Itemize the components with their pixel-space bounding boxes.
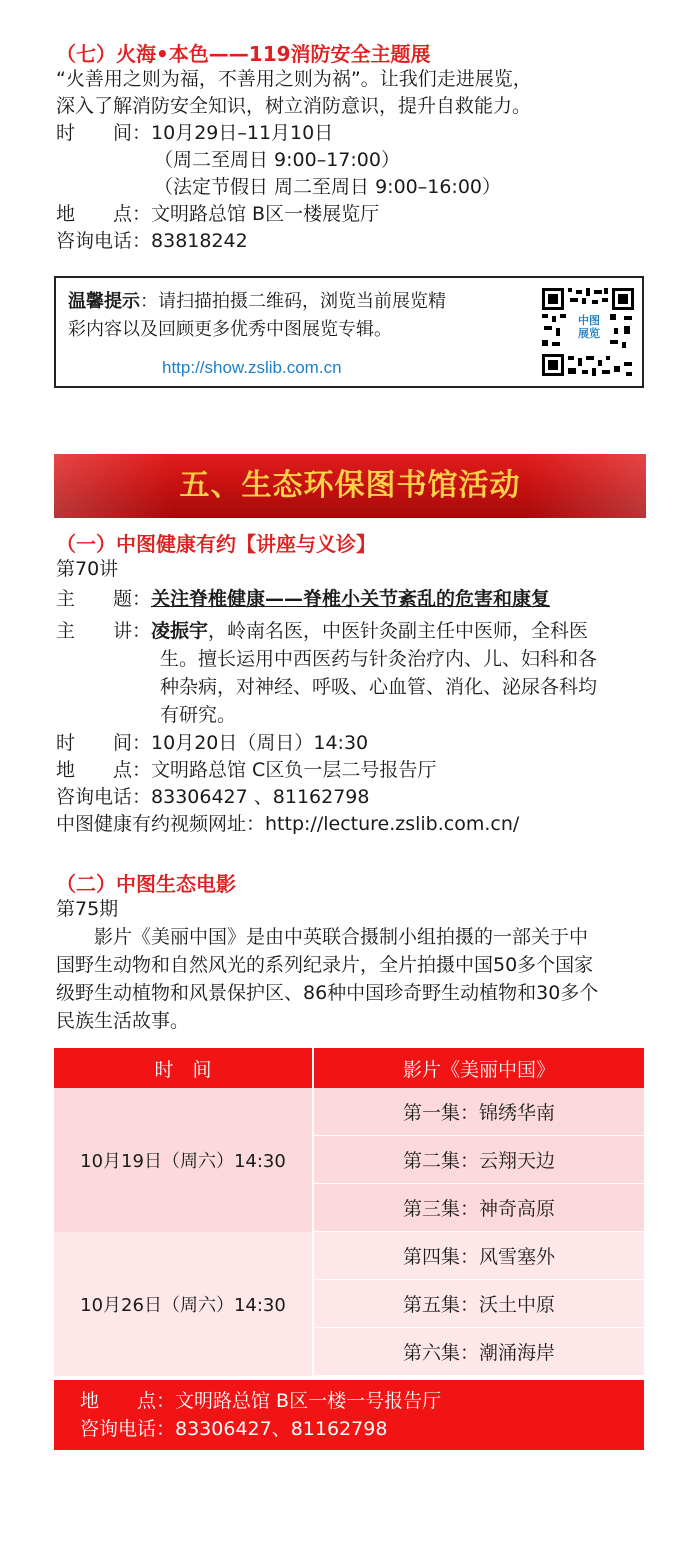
health-phone-value: 83306427 、81162798: [151, 786, 370, 808]
health-issue: 第70讲: [56, 558, 119, 580]
exhibit-time-row: [56, 120, 333, 147]
speaker-name: 凌振宇: [151, 620, 209, 642]
topic-label: 主 题：: [56, 588, 152, 610]
film-title: （二）中图生态电影: [56, 872, 236, 896]
health-title: （一）中图健康有约【讲座与义诊】: [56, 532, 376, 556]
group-time: 10月19日（周六）14:30: [80, 1151, 286, 1172]
table-row-episode: 第一集：锦绣华南: [314, 1088, 644, 1136]
health-phone-row: [56, 784, 369, 811]
health-speaker-row: [56, 618, 588, 645]
section-banner: [54, 454, 646, 518]
speaker-desc2: 生。擅长运用中西医药与针灸治疗内、儿、妇科和各: [160, 648, 598, 670]
health-time-value: 10月20日（周日）14:30: [151, 732, 369, 754]
phone-value: 83818242: [151, 230, 248, 252]
speaker-desc3: 种杂病，对神经、呼吸、心血管、消化、泌尿各科均: [160, 676, 598, 698]
table-row-group: [54, 1088, 644, 1232]
table-row-episode: 第三集：神奇高原: [314, 1184, 644, 1232]
footer-phone: 咨询电话：83306427、81162798: [80, 1418, 388, 1440]
tip-text-line1: [68, 288, 446, 316]
table-row-group: [54, 1232, 644, 1376]
time-value: 10月29日–11月10日: [151, 122, 334, 144]
film-footer: [54, 1380, 644, 1450]
health-video-row: [56, 811, 519, 838]
col-film-header: 影片《美丽中国》: [402, 1058, 555, 1081]
exhibit-phone-row: [56, 228, 248, 255]
film-issue: 第75期: [56, 898, 119, 920]
banner-glow-left: [54, 454, 174, 518]
table-row-episode: 第四集：风雪塞外: [314, 1232, 644, 1280]
health-time-row: [56, 730, 368, 757]
speaker-label: 主 讲：: [56, 620, 152, 642]
col-time-header: 时 间: [154, 1058, 212, 1081]
table-row-episode: 第二集：云翔天边: [314, 1136, 644, 1184]
health-place-row: [56, 757, 436, 784]
qr-text1: 中图: [578, 314, 600, 327]
health-place-value: 文明路总馆 C区负一层二号报告厅: [151, 759, 437, 781]
exhibit-place-row: [56, 201, 379, 228]
exhibit-time-note2: （法定节假日 周二至周日 9:00–16:00）: [154, 176, 502, 198]
place-label: 地 点：: [56, 203, 152, 225]
tip-url-link[interactable]: http://show.zslib.com.cn: [162, 358, 342, 377]
qr-text2: 展览: [578, 327, 600, 340]
exhibit-title: （七）火海•本色——119消防安全主题展: [56, 42, 431, 66]
exhibit-desc-line1: “火善用之则为福，不善用之则为祸”。让我们走进展览，: [56, 68, 532, 90]
table-row-episode: 第六集：潮涌海岸: [314, 1328, 644, 1376]
film-schedule-table: [54, 1048, 644, 1376]
video-label: 中图健康有约视频网址：: [56, 813, 266, 835]
tip-line1: ：请扫描拍摄二维码，浏览当前展览精: [140, 291, 446, 312]
section-title: 五、生态环保图书馆活动: [179, 468, 521, 503]
tip-line2: 彩内容以及回顾更多优秀中图展览专辑。: [68, 319, 392, 340]
table-row-episode: 第五集：沃土中原: [314, 1280, 644, 1328]
exhibit-time-note1: （周二至周日 9:00–17:00）: [154, 149, 400, 171]
speaker-desc4: 有研究。: [160, 704, 237, 726]
phone-label: 咨询电话：: [56, 230, 152, 252]
film-desc-line2: 国野生动物和自然风光的系列纪录片，全片拍摄中国50多个国家: [56, 954, 594, 976]
film-desc-line4: 民族生活故事。: [56, 1010, 190, 1032]
speaker-desc1: ，岭南名医，中医针灸副主任中医师，全科医: [208, 620, 589, 642]
group-time: 10月26日（周六）14:30: [80, 1295, 286, 1316]
film-desc-line1: 影片《美丽中国》是由中英联合摄制小组拍摄的一部关于中: [56, 926, 589, 948]
footer-place: 地 点：文明路总馆 B区一楼一号报告厅: [80, 1390, 442, 1412]
video-url-link[interactable]: http://lecture.zslib.com.cn/: [265, 813, 520, 835]
banner-glow-right: [526, 454, 646, 518]
health-phone-label: 咨询电话：: [56, 786, 152, 808]
time-label: 时 间：: [56, 122, 152, 144]
health-time-label: 时 间：: [56, 732, 152, 754]
qr-code: [540, 286, 636, 378]
topic-value: 关注脊椎健康——脊椎小关节紊乱的危害和康复: [151, 588, 551, 610]
qr-center-label: [570, 314, 608, 340]
exhibit-desc-line2: 深入了解消防安全知识，树立消防意识，提升自救能力。: [56, 95, 532, 117]
health-place-label: 地 点：: [56, 759, 152, 781]
film-desc-line3: 级野生动植物和风景保护区、86种中国珍奇野生动植物和30多个: [56, 982, 599, 1004]
place-value: 文明路总馆 B区一楼展览厅: [151, 203, 380, 225]
table-header: [54, 1048, 644, 1088]
health-topic-row: [56, 586, 550, 613]
tip-label: 温馨提示: [68, 291, 140, 312]
